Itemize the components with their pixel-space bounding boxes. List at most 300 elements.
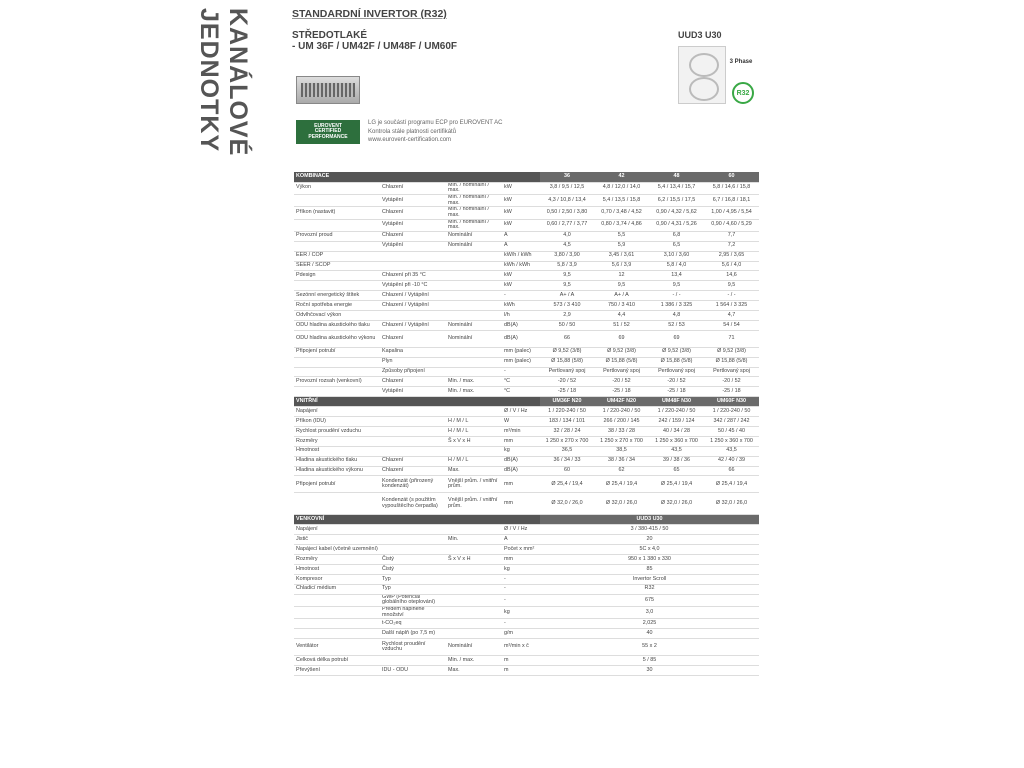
row-value: 39 / 38 / 36 [649,456,704,466]
row-value: - / - [704,291,759,301]
row-value: 1 250 x 360 x 700 [704,436,759,446]
row-condition-label [446,367,502,377]
row-unit: l/h [502,311,540,321]
row-mode-label [380,261,446,271]
table-row [294,377,759,387]
row-mode-label: Vytápění [380,194,446,206]
row-value: 4,3 / 10,8 / 13,4 [540,194,594,206]
row-unit: Ø / V / Hz [502,525,540,535]
table-row [294,291,759,301]
row-unit: A [502,231,540,241]
row-mode-label: Typ [380,574,446,584]
row-value: Ø 15,88 (5/8) [540,357,594,367]
row-unit: kW/h / kWh [502,251,540,261]
row-value: Ø 25,4 / 19,4 [704,476,759,493]
spec-table-body [294,172,759,675]
table-row [294,261,759,271]
row-value: -25 / 18 [704,387,759,397]
row-unit: dB(A) [502,330,540,347]
row-value: 750 / 3 410 [594,301,649,311]
table-row [294,607,759,619]
row-group-label: ODU hladina akustického tlaku [294,320,380,330]
row-mode-label [380,525,446,535]
row-condition-label [446,619,502,629]
row-group-label: Chladicí médium [294,584,380,594]
row-value: 6,5 [649,241,704,251]
row-mode-label: Čistý [380,555,446,565]
row-value: 3,0 [540,607,759,619]
row-unit: W [502,417,540,427]
row-unit: - [502,574,540,584]
indoor-unit-image [296,76,360,104]
table-row [294,466,759,476]
row-value: -25 / 18 [594,387,649,397]
row-unit: kW [502,219,540,231]
row-value: 5,4 / 13,5 / 15,8 [594,194,649,206]
row-value: Pertlovaný spoj [649,367,704,377]
row-value: 6,2 / 15,5 / 17,5 [649,194,704,206]
row-unit: kW [502,271,540,281]
row-condition-label [446,594,502,606]
row-condition-label: Š x V x H [446,436,502,446]
row-value: 0,80 / 3,74 / 4,86 [594,219,649,231]
row-value: 42 / 40 / 39 [704,456,759,466]
row-mode-label: Vytápění [380,241,446,251]
table-row [294,574,759,584]
row-value: Ø 15,88 (5/8) [594,357,649,367]
row-condition-label [446,251,502,261]
row-value: 38,5 [594,446,649,456]
row-value: 85 [540,565,759,575]
outdoor-unit-image [678,46,726,104]
row-mode-label: Chlazení [380,231,446,241]
row-group-label [294,281,380,291]
row-value: 43,5 [649,446,704,456]
row-condition-label: Max. [446,666,502,676]
row-value: 5,6 / 4,0 [704,261,759,271]
row-mode-label: Plyn [380,357,446,367]
row-unit: - [502,619,540,629]
row-condition-label [446,271,502,281]
section-column-label: UUD3 U30 [540,515,759,525]
row-mode-label: Chlazení při 35 °C [380,271,446,281]
row-condition-label: Nominální [446,320,502,330]
row-value: 51 / 52 [594,320,649,330]
row-value: 40 / 34 / 28 [649,427,704,437]
row-group-label: ODU hladina akustického výkonu [294,330,380,347]
row-value: Ø 15,88 (5/8) [704,357,759,367]
table-row [294,436,759,446]
row-value: 3,10 / 3,60 [649,251,704,261]
row-value: 0,90 / 4,32 / 5,62 [649,207,704,219]
row-condition-label: H / M / L [446,456,502,466]
row-unit: kWh / kWh [502,261,540,271]
row-value: 4,7 [704,311,759,321]
row-value: 573 / 3 410 [540,301,594,311]
row-condition-label [446,311,502,321]
row-value: 14,6 [704,271,759,281]
table-row [294,311,759,321]
row-value: 66 [540,330,594,347]
row-value: -20 / 52 [540,377,594,387]
row-unit: A [502,535,540,545]
row-value: 1 250 x 270 x 700 [540,436,594,446]
row-value: 675 [540,594,759,606]
row-group-label [294,357,380,367]
table-row [294,207,759,219]
section-header-row [294,397,759,407]
row-condition-label: Vnější prům. / vnitřní prům. [446,476,502,493]
table-row [294,281,759,291]
row-unit: m [502,666,540,676]
row-value: 6,8 [649,231,704,241]
row-mode-label: IDU - ODU [380,666,446,676]
row-condition-label [446,301,502,311]
row-group-label: EER / COP [294,251,380,261]
table-row [294,301,759,311]
row-group-label: Jistič [294,535,380,545]
row-mode-label [380,446,446,456]
row-unit: Počet x mm² [502,545,540,555]
row-value: 65 [649,466,704,476]
eurovent-logo [296,120,360,144]
row-value: Ø 32,0 / 26,0 [649,493,704,515]
row-group-label: Výkon [294,182,380,194]
row-value: 5,5 [594,231,649,241]
row-mode-label: Chlazení [380,466,446,476]
table-row [294,555,759,565]
row-mode-label: Vytápění [380,219,446,231]
row-value: Ø 9,52 (3/8) [704,347,759,357]
subtitle-pressure: STŘEDOTLAKÉ [292,30,367,41]
row-value: Ø 32,0 / 26,0 [594,493,649,515]
row-value: 1 564 / 3 325 [704,301,759,311]
row-condition-label: Max. [446,466,502,476]
row-value: 950 x 1 380 x 330 [540,555,759,565]
row-value: Ø 25,4 / 19,4 [540,476,594,493]
row-group-label: Hmotnost [294,446,380,456]
row-value: 0,50 / 2,50 / 3,80 [540,207,594,219]
row-mode-label [380,417,446,427]
row-condition-label [446,607,502,619]
row-unit: kg [502,446,540,456]
row-value: 38 / 33 / 28 [594,427,649,437]
row-value: 342 / 287 / 242 [704,417,759,427]
row-value: Ø 25,4 / 19,4 [649,476,704,493]
row-value: 1 250 x 360 x 700 [649,436,704,446]
section-title: VENKOVNÍ [294,515,540,525]
table-row [294,619,759,629]
row-condition-label: Min. / nominální / max. [446,194,502,206]
row-unit: kW [502,207,540,219]
row-unit: kWh [502,301,540,311]
row-value: Pertlovaný spoj [594,367,649,377]
row-condition-label: H / M / L [446,427,502,437]
section-column-label: 36 [540,172,594,182]
row-value: 66 [704,466,759,476]
row-mode-label [380,535,446,545]
row-mode-label [380,436,446,446]
row-value: 4,4 [594,311,649,321]
row-condition-label [446,357,502,367]
row-value: 5,6 / 3,9 [594,261,649,271]
row-unit: dB(A) [502,466,540,476]
row-condition-label [446,565,502,575]
row-condition-label [446,525,502,535]
row-mode-label: Chlazení / Vytápění [380,320,446,330]
row-value: 5,8 / 4,0 [649,261,704,271]
row-unit: °C [502,387,540,397]
table-row [294,357,759,367]
row-value: 0,70 / 3,48 / 4,52 [594,207,649,219]
row-mode-label: GWP (Potenciál globálního oteplování) [380,594,446,606]
row-mode-label: Chlazení [380,377,446,387]
r32-badge: R32 [732,82,754,104]
row-value: 20 [540,535,759,545]
row-value: Ø 9,52 (3/8) [649,347,704,357]
row-value: 4,8 [649,311,704,321]
row-condition-label [446,545,502,555]
row-condition-label: Nominální [446,241,502,251]
row-value: 38 / 36 / 34 [594,456,649,466]
row-value: 0,90 / 4,60 / 5,29 [704,219,759,231]
row-condition-label: H / M / L [446,417,502,427]
row-group-label: Připojení potrubí [294,476,380,493]
row-value: Ø 15,88 (5/8) [649,357,704,367]
row-value: 3 / 380-415 / 50 [540,525,759,535]
row-unit: mm [502,436,540,446]
eurovent-line: Kontrola stále platnosti certifikátů [368,128,457,135]
row-value: 1 / 220-240 / 50 [594,407,649,417]
row-condition-label [446,261,502,271]
row-mode-label: Typ [380,584,446,594]
row-mode-label: Čistý [380,565,446,575]
table-row [294,182,759,194]
table-row [294,456,759,466]
row-value: 54 / 54 [704,320,759,330]
row-value: 2,95 / 3,65 [704,251,759,261]
row-group-label: Napájecí kabel (včetně uzemnění) [294,545,380,555]
row-value: 36,5 [540,446,594,456]
row-group-label: Převýšení [294,666,380,676]
row-group-label [294,629,380,639]
row-condition-label: Nominální [446,330,502,347]
row-unit: m [502,656,540,666]
row-unit: A [502,241,540,251]
row-mode-label [380,427,446,437]
table-row [294,666,759,676]
subtitle-models: - UM 36F / UM42F / UM48F / UM60F [292,41,458,52]
row-mode-label [380,311,446,321]
row-mode-label: Vytápění [380,387,446,397]
row-value: Ø 32,0 / 26,0 [704,493,759,515]
row-value: -25 / 18 [649,387,704,397]
row-group-label: Příkon (IDU) [294,417,380,427]
row-condition-label [446,407,502,417]
row-group-label [294,387,380,397]
row-value: -20 / 52 [704,377,759,387]
row-condition-label: Min. / max. [446,387,502,397]
row-value: 30 [540,666,759,676]
table-row [294,367,759,377]
row-mode-label: Vytápění při -10 °C [380,281,446,291]
row-value: 9,5 [704,281,759,291]
row-mode-label: Chlazení [380,207,446,219]
row-value: 55 x 2 [540,639,759,656]
row-condition-label: Min. / nominální / max. [446,182,502,194]
row-mode-label: Kondenzát (přirozený kondenzát) [380,476,446,493]
row-group-label: Provozní rozsah (venkovní) [294,377,380,387]
row-value: 3,8 / 9,5 / 12,5 [540,182,594,194]
row-value: 60 [540,466,594,476]
row-group-label: Sezónní energetický štítek [294,291,380,301]
row-unit: g/m [502,629,540,639]
row-unit: mm (palec) [502,357,540,367]
row-condition-label [446,629,502,639]
row-value: Ø 9,52 (3/8) [594,347,649,357]
row-mode-label [380,545,446,555]
row-unit: °C [502,377,540,387]
row-value: 5,4 / 13,4 / 15,7 [649,182,704,194]
table-row [294,387,759,397]
table-row [294,565,759,575]
section-column-label: UM60F N30 [704,397,759,407]
row-group-label: Rychlost proudění vzduchu [294,427,380,437]
row-value: 5,9 [594,241,649,251]
row-value: 2,025 [540,619,759,629]
row-value: 1,00 / 4,95 / 5,54 [704,207,759,219]
row-value: 6,7 / 16,8 / 18,1 [704,194,759,206]
row-group-label [294,594,380,606]
table-row [294,584,759,594]
row-group-label: Hladina akustického tlaku [294,456,380,466]
row-value: 2,9 [540,311,594,321]
row-group-label: Ventilátor [294,639,380,656]
row-group-label: Kompresor [294,574,380,584]
row-value: 9,5 [594,281,649,291]
row-value: Invertor Scroll [540,574,759,584]
row-unit: Ø / V / Hz [502,407,540,417]
row-value: 69 [594,330,649,347]
row-value: 7,7 [704,231,759,241]
row-value: 9,5 [540,281,594,291]
row-value: 13,4 [649,271,704,281]
table-row [294,594,759,606]
row-value: 71 [704,330,759,347]
table-row [294,231,759,241]
row-value: A+ / A [540,291,594,301]
row-value: 43,5 [704,446,759,456]
row-value: 62 [594,466,649,476]
section-title: VNITŘNÍ [294,397,540,407]
row-group-label: Hmotnost [294,565,380,575]
row-value: 0,60 / 2,77 / 3,77 [540,219,594,231]
table-row [294,535,759,545]
row-unit: kg [502,565,540,575]
table-row [294,407,759,417]
row-mode-label: Chlazení [380,182,446,194]
eurovent-logo-line: EUROVENT [314,122,342,129]
row-group-label [294,493,380,515]
row-value: 3,80 / 3,90 [540,251,594,261]
row-group-label: Roční spotřeba energie [294,301,380,311]
row-value: 5C x 4,0 [540,545,759,555]
table-row [294,194,759,206]
section-column-label: UM48F N30 [649,397,704,407]
row-value: 69 [649,330,704,347]
row-value: 242 / 159 / 124 [649,417,704,427]
row-value: 7,2 [704,241,759,251]
table-row [294,417,759,427]
row-group-label [294,607,380,619]
row-group-label [294,219,380,231]
row-value: Pertlovaný spoj [540,367,594,377]
row-mode-label: Způsoby připojení [380,367,446,377]
row-unit: mm [502,493,540,515]
row-value: 9,5 [649,281,704,291]
eurovent-text [368,119,503,145]
row-value: 1 250 x 270 x 700 [594,436,649,446]
row-group-label: SEER / SCOP [294,261,380,271]
row-value: A+ / A [594,291,649,301]
row-condition-label: Min. / nominální / max. [446,207,502,219]
row-group-label: Pdesign [294,271,380,281]
row-value: 36 / 34 / 33 [540,456,594,466]
row-condition-label: Min. / max. [446,656,502,666]
row-mode-label: Kondenzát (s použitím vypouštěcího čerpadla) [380,493,446,515]
table-row [294,656,759,666]
row-value: 12 [594,271,649,281]
row-value: 50 / 50 [540,320,594,330]
row-mode-label [380,251,446,261]
row-unit: dB(A) [502,320,540,330]
row-group-label: Rozměry [294,436,380,446]
row-unit: mm [502,555,540,565]
section-header-row [294,515,759,525]
row-group-label [294,619,380,629]
row-condition-label [446,291,502,301]
row-group-label: Připojení potrubí [294,347,380,357]
row-unit: m³/min [502,427,540,437]
row-mode-label: Chlazení / Vytápění [380,291,446,301]
table-row [294,271,759,281]
table-row [294,545,759,555]
table-row [294,629,759,639]
row-group-label: Provozní proud [294,231,380,241]
row-condition-label: Š x V x H [446,555,502,565]
row-value: 40 [540,629,759,639]
row-unit: - [502,584,540,594]
row-value: 4,0 [540,231,594,241]
row-value: 52 / 53 [649,320,704,330]
eurovent-line: LG je součástí programu ECP pro EUROVENT AC [368,120,503,126]
table-row [294,347,759,357]
row-value: -20 / 52 [649,377,704,387]
row-unit: mm (palec) [502,347,540,357]
side-title: KANÁLOVÉ JEDNOTKY [195,8,252,157]
row-condition-label [446,584,502,594]
row-value: 1 / 220-240 / 50 [540,407,594,417]
row-group-label: Rozměry [294,555,380,565]
section-header-row [294,172,759,182]
row-mode-label: t-CO₂eq [380,619,446,629]
spec-table [294,172,759,676]
table-row [294,320,759,330]
table-row [294,525,759,535]
row-condition-label [446,347,502,357]
row-value: R32 [540,584,759,594]
three-phase-badge: 3 Phase [729,59,753,65]
